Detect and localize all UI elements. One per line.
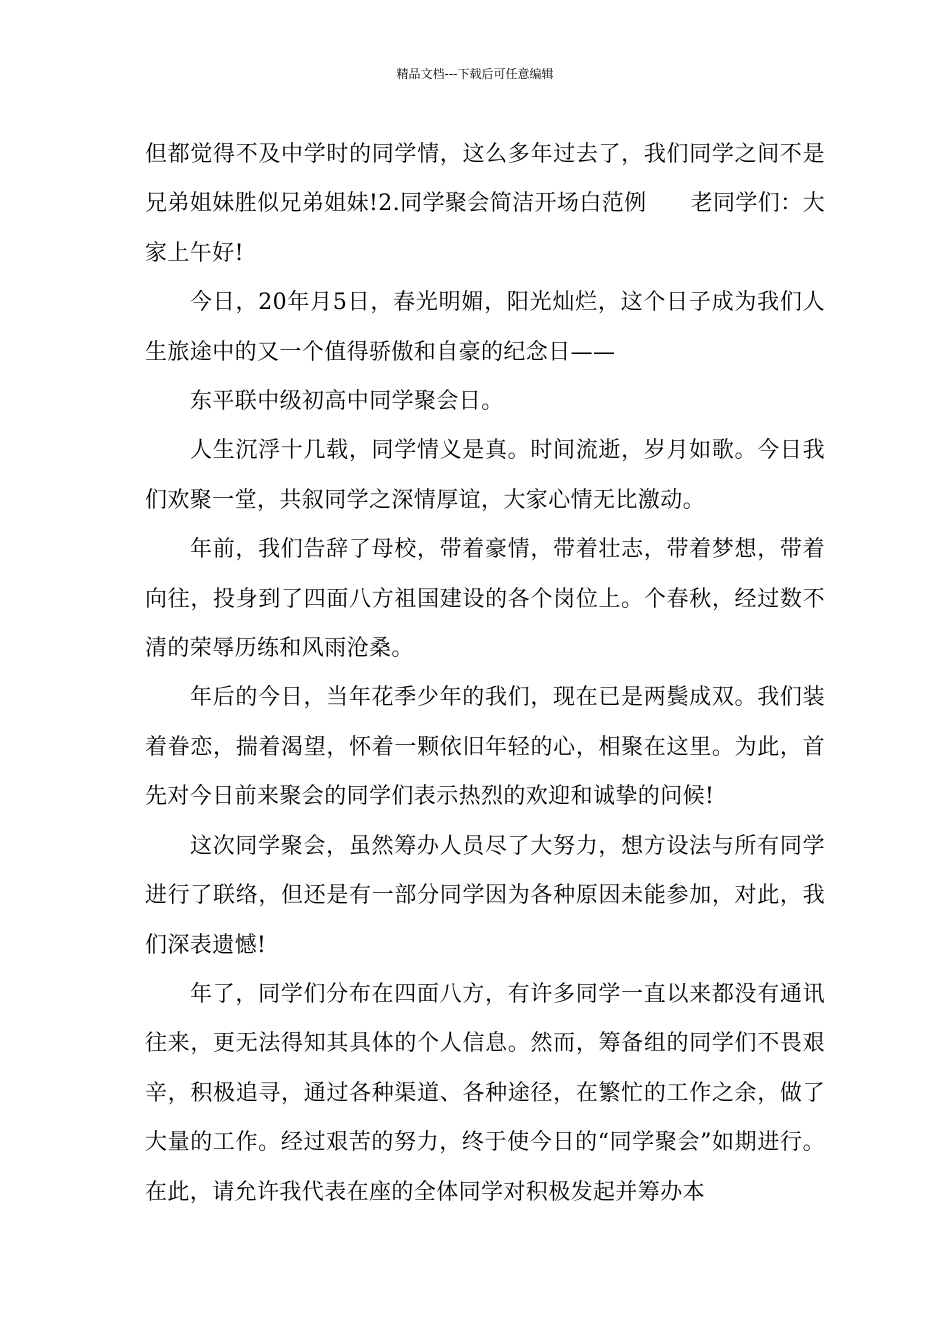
paragraph-2: 今日，20年月5日，春光明媚，阳光灿烂，这个日子成为我们人生旅途中的又一个值得骄傲和自豪的纪念日——: [145, 290, 825, 365]
paragraph-3: 东平联中级初高中同学聚会日。: [190, 389, 504, 415]
paragraph-1: [145, 130, 825, 278]
paragraph-8: 年了，同学们分布在四面八方，有许多同学一直以来都没有通讯往来，更无法得知其具体的个人信息。然而，筹备组的同学们不畏艰辛，积极追寻，通过各种渠道、各种途径，在繁忙的工作之余，做了大量的工作。经过艰苦的努力，终于使今日的“同学聚会”如期进行。在此，请允许我代表在座的全体同学对积极发起并筹办本: [145, 981, 825, 1205]
paragraph-1-part-1: 但都觉得不及中学时的同学情，这么多年过去了，我们同学之间不是兄弟姐妹胜似兄弟姐妹!2.同学聚会简洁开场白范例: [145, 142, 825, 217]
paragraph-6: 年后的今日，当年花季少年的我们，现在已是两鬓成双。我们装着眷恋，揣着渴望，怀着一颗依旧年轻的心，相聚在这里。为此，首先对今日前来聚会的同学们表示热烈的欢迎和诚挚的问候!: [145, 685, 825, 810]
page-header: 精品文档---下载后可任意编辑: [396, 67, 554, 81]
paragraph-4: 人生沉浮十几载，同学情义是真。时间流逝，岁月如歌。今日我们欢聚一堂，共叙同学之深情厚谊，大家心情无比激动。: [145, 438, 825, 513]
paragraph-5: 年前，我们告辞了母校，带着豪情，带着壮志，带着梦想，带着向往，投身到了四面八方祖国建设的各个岗位上。个春秋，经过数不清的荣辱历练和风雨沧桑。: [145, 537, 825, 662]
paragraph-7: 这次同学聚会，虽然筹办人员尽了大努力，想方设法与所有同学进行了联络，但还是有一部分同学因为各种原因未能参加，对此，我们深表遗憾!: [145, 833, 825, 958]
paragraph-1-part-2: 老同学们：大家上午好!: [145, 191, 825, 266]
document-body: [145, 130, 825, 1217]
